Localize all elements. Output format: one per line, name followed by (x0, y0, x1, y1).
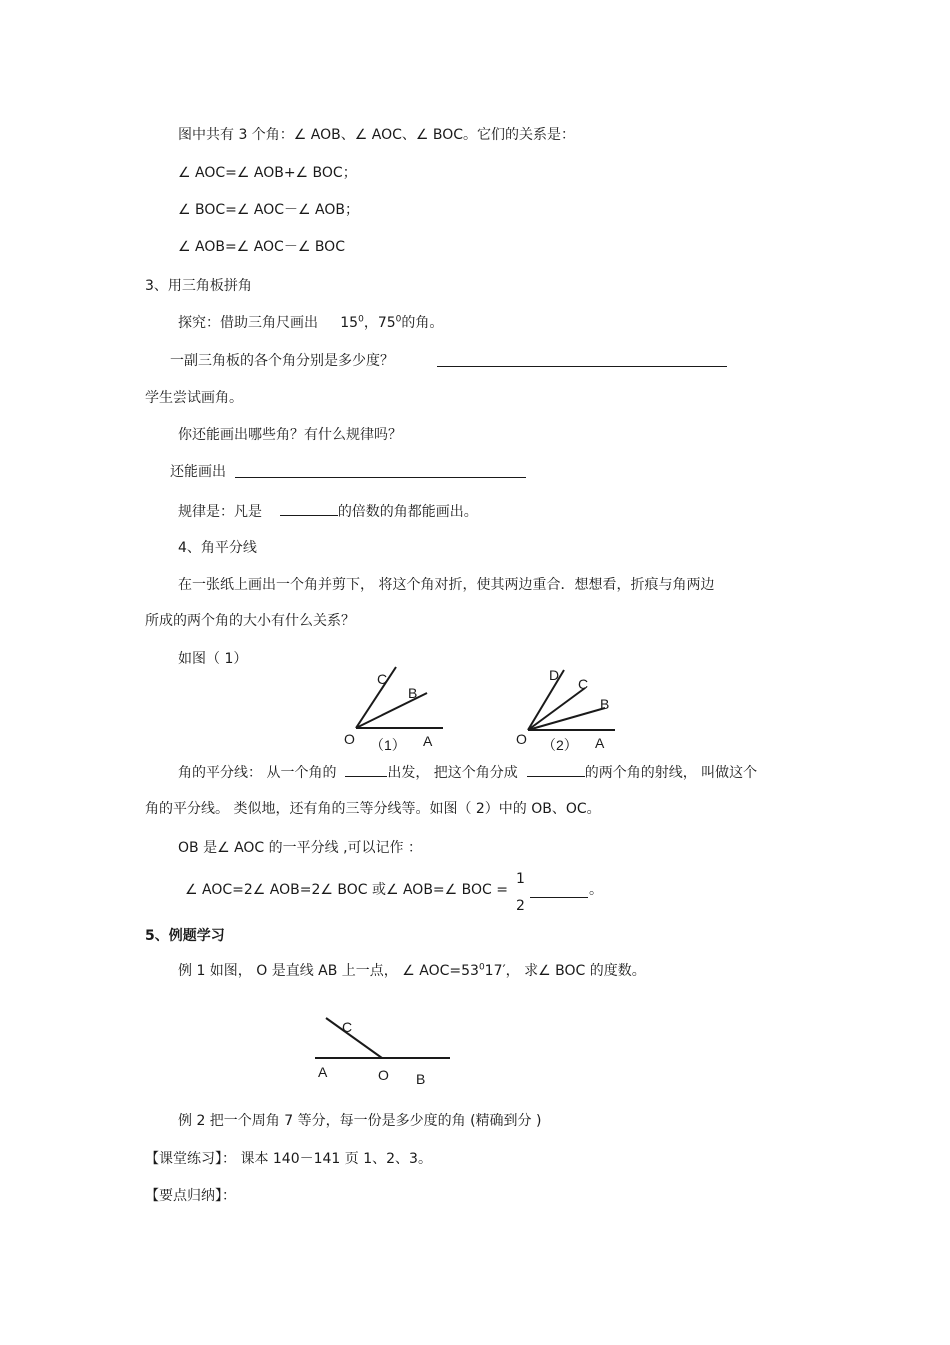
text-question-more: 你还能画出哪些角？有什么规律吗？ (178, 427, 402, 443)
text-paper-fold-1: 在一张纸上画出一个角并剪下， 将这个角对折，使其两边重合．想想看，折痕与角两边 (178, 577, 715, 593)
text-student-try: 学生尝试画角。 (145, 390, 243, 406)
label-o: O (516, 731, 527, 747)
label-a: A (318, 1064, 328, 1080)
section-3-heading: 3、用三角板拼角 (145, 278, 252, 294)
ex1-deg: 0 (478, 962, 485, 973)
label-a: A (423, 733, 433, 749)
text-example-1 (178, 962, 646, 980)
text-key-points: 【要点归纳】： (145, 1188, 236, 1204)
explore-tail: 的角。 (401, 315, 444, 331)
text-bisector-def-2: 角的平分线。 类似地，还有角的三等分线等。如图（ 2）中的 OB、OC。 (145, 801, 601, 817)
text-more-angles: 还能画出 (170, 464, 226, 480)
text-equation: ∠ AOC=2∠ AOB=2∠ BOC 或∠ AOB=∠ BOC = (185, 882, 508, 898)
label-o: O (378, 1067, 389, 1083)
text-rule (178, 501, 478, 521)
label-a: A (595, 735, 605, 751)
text-equation-end: 。 (589, 882, 603, 898)
ray-oc (528, 688, 585, 730)
explore-deg-2: 0 (395, 314, 402, 325)
text-question-triangles: 一副三角板的各个角分别是多少度？ (170, 353, 394, 369)
ex1-tail: 17′， 求∠ BOC 的度数。 (484, 963, 646, 979)
text-relation-1: ∠ AOC=∠ AOB+∠ BOC； (178, 165, 357, 181)
figure-2 (512, 664, 622, 754)
rule-lead: 规律是：凡是 (178, 504, 262, 520)
text-ob-bisector: OB 是∠ AOC 的一平分线 ,可以记作 ： (178, 840, 423, 856)
text-explore (178, 314, 443, 332)
label-o: O (344, 731, 355, 747)
text-angles-count: 图中共有 3 个角：∠ AOB、∠ AOC、∠ BOC。它们的关系是： (178, 127, 576, 143)
answer-blank-equal[interactable] (527, 762, 585, 777)
label-c: C (342, 1019, 353, 1035)
explore-lead: 探究：借助三角尺画出 (178, 315, 318, 331)
figure-3 (310, 1014, 460, 1094)
label-c: C (578, 676, 589, 692)
ex1-lead: 例 1 如图， O 是直线 AB 上一点， ∠ AOC=53 (178, 963, 479, 979)
figure-1 (340, 664, 450, 754)
answer-blank-triangles[interactable] (437, 352, 727, 367)
caption-fig-1: （1） (370, 737, 406, 753)
answer-blank-rule[interactable] (280, 501, 338, 516)
explore-deg-1: 0 (358, 314, 364, 325)
label-b: B (600, 696, 610, 712)
fraction-numerator: 1 (516, 871, 525, 887)
caption-fig-2: （2） (542, 737, 578, 753)
text-bisector-def (178, 762, 757, 782)
label-b: B (416, 1071, 426, 1087)
text-example-2: 例 2 把一个周角 7 等分，每一份是多少度的角 (精确到分 ) (178, 1113, 542, 1129)
text-relation-3: ∠ AOB=∠ AOC－∠ BOC (178, 239, 345, 255)
rule-tail: 的倍数的角都能画出。 (337, 504, 478, 520)
answer-blank-fraction[interactable] (530, 883, 588, 898)
fraction-denominator: 2 (516, 898, 525, 914)
explore-15: 15 (340, 315, 359, 331)
section-5-heading: 5、例题学习 (145, 928, 225, 944)
label-c: C (377, 671, 388, 687)
label-d: D (549, 667, 560, 683)
ray-oc (326, 1018, 382, 1058)
def-lead: 角的平分线： 从一个角的 (178, 765, 337, 781)
text-figure-ref: 如图（ 1） (178, 651, 248, 667)
def-mid: 出发， 把这个角分成 (387, 765, 518, 781)
answer-blank-vertex[interactable] (345, 762, 387, 777)
text-relation-2: ∠ BOC=∠ AOC－∠ AOB； (178, 202, 359, 218)
label-b: B (408, 685, 418, 701)
section-4-heading: 4、角平分线 (178, 540, 257, 556)
text-class-practice: 【课堂练习】： 课本 140－141 页 1、2、3。 (145, 1151, 432, 1167)
answer-blank-more[interactable] (235, 463, 526, 478)
text-paper-fold-2: 所成的两个角的大小有什么关系？ (145, 613, 355, 629)
explore-75: ，75 (363, 315, 396, 331)
def-tail: 的两个角的射线， 叫做这个 (584, 765, 758, 781)
